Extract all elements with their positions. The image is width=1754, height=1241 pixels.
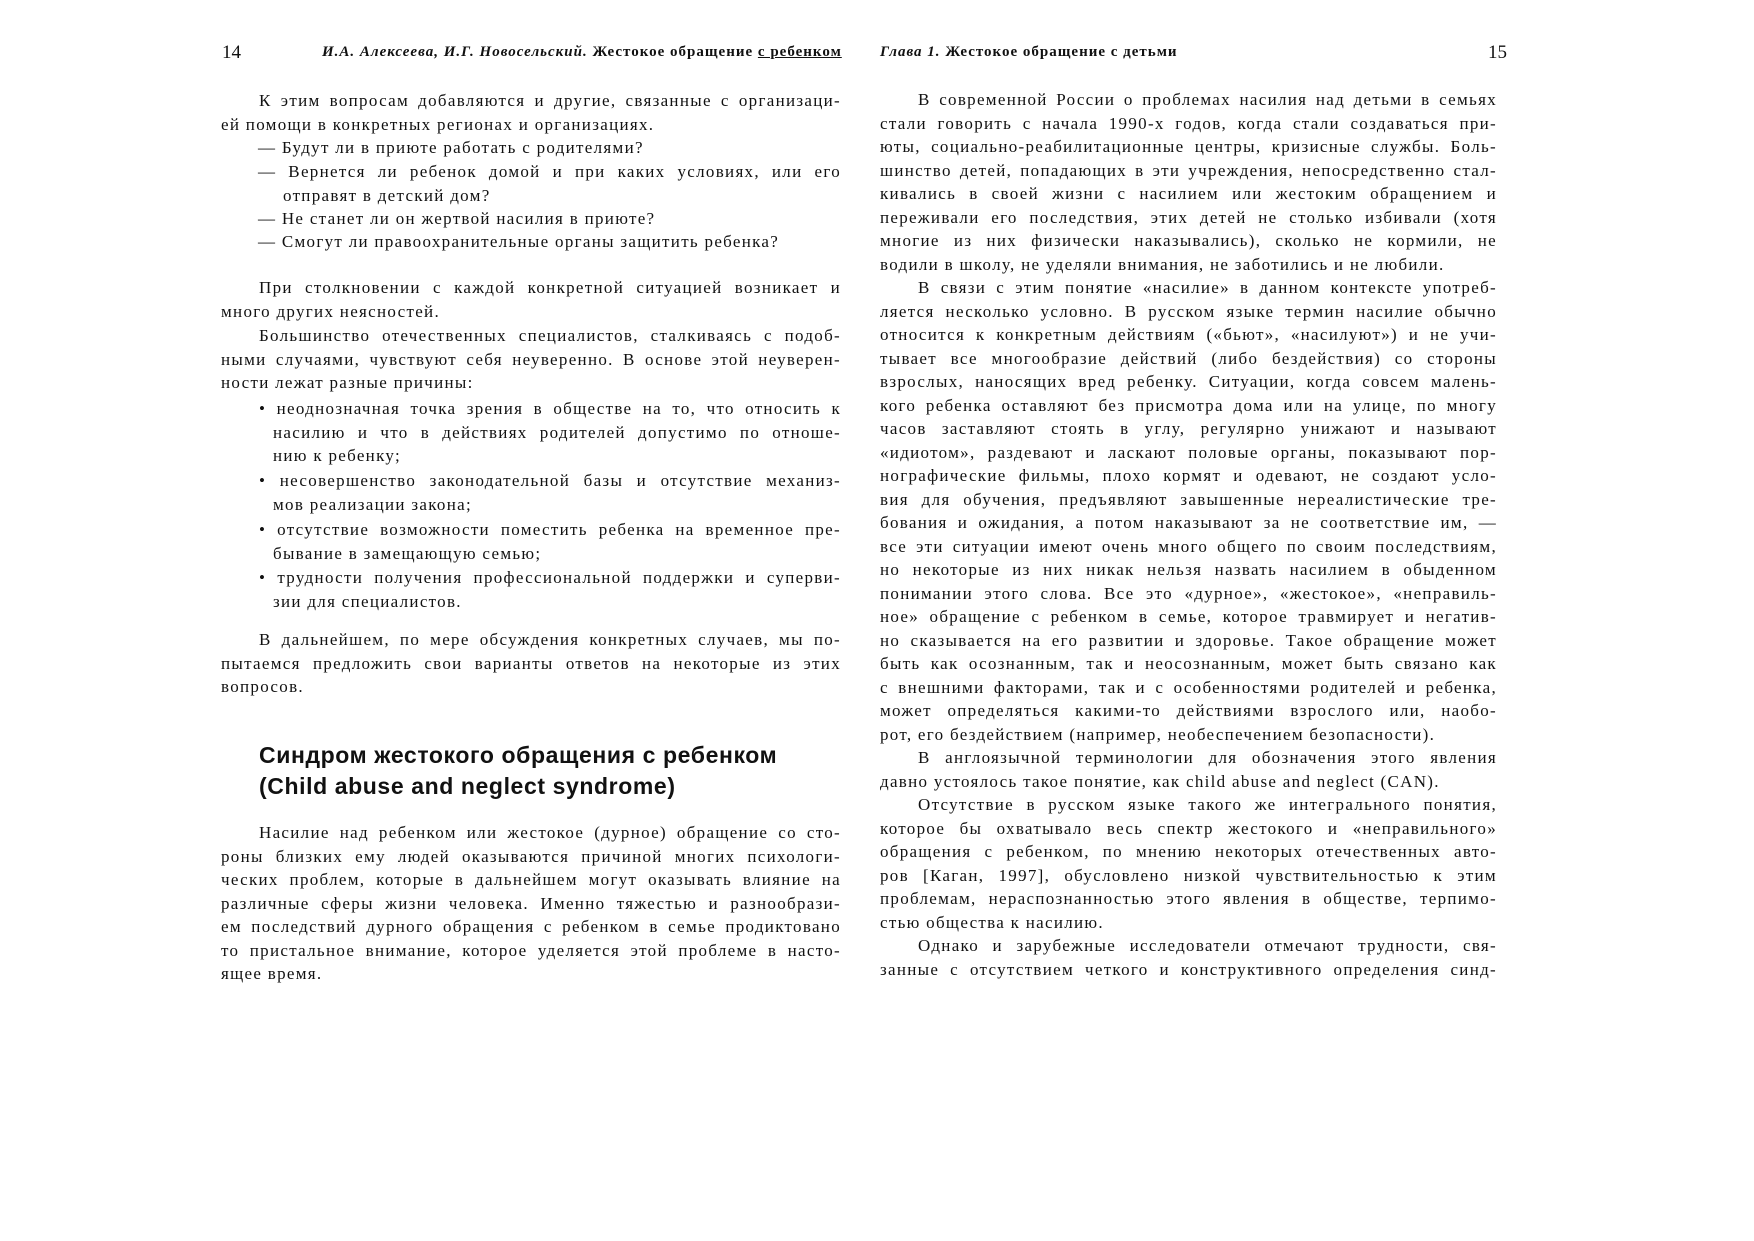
text-line: — Смогут ли правоохранительные органы защитить ребенка? [258, 232, 780, 251]
text-line: стью общества к насилию. [880, 912, 1104, 932]
text-line: часов заставляют стоять в углу, регулярно унижают и называют [880, 419, 1497, 438]
text-line: относится к конкретным действиям («бьют», «насилуют») и не учи- [880, 325, 1497, 344]
text-line: многие из них физически наказывались), сколько не кормили, не [880, 231, 1497, 250]
paragraph [880, 746, 1497, 793]
text-line: ное» обращение с ребенком в семье, которое травмирует и негатив- [880, 607, 1497, 626]
text-line: переживали его последствия, этих детей не столько избивали (хотя [880, 207, 1497, 227]
running-head-title: Жестокое обращение [592, 44, 754, 60]
paragraph [880, 276, 1497, 746]
question-item [221, 160, 841, 207]
text-line: — Будут ли в приюте работать с родителями? [258, 138, 644, 157]
text-line: • трудности получения профессиональной поддержки и суперви- [259, 568, 841, 587]
right-page [877, 0, 1754, 1241]
text-line: Отсутствие в русском языке такого же интегрального понятия, [918, 795, 1497, 814]
text-line: В связи с этим понятие «насилие» в данном контексте употреб- [918, 278, 1497, 297]
text-line: • отсутствие возможности поместить ребенка на временное пре- [259, 520, 841, 539]
text-line: понимании этого слова. Все это «дурное», «жестокое», «неправиль- [880, 583, 1497, 603]
text-line: вия для обучения, предъявляют завышенные нереалистические тре- [880, 489, 1497, 509]
text-line: ров [Каган, 1997], обусловлено низкой чувствительностью к этим [880, 865, 1497, 885]
running-head-authors: И.А. Алексеева, И.Г. Новосельский. [322, 44, 588, 60]
paragraph [221, 89, 841, 136]
text-line: занные с отсутствием четкого и конструктивного определения синд- [880, 959, 1497, 979]
page-number: 14 [222, 42, 241, 63]
bullet-item [221, 397, 841, 468]
text-line: «идиотом», раздевают и ласкают половые органы, показывают пор- [880, 442, 1497, 462]
text-line: юты, социально-реабилитационные центры, кризисные службы. Боль- [880, 137, 1497, 156]
text-line: водили в школу, не уделяли внимания, не заботились и не любили. [880, 254, 1445, 274]
text-line: • несовершенство законодательной базы и отсутствие механиз- [259, 471, 841, 490]
text-line: то пристальное внимание, которое уделяется этой проблеме в насто- [221, 940, 841, 960]
text-line: обращения с ребенком, по мнению некоторых отечественных авто- [880, 842, 1497, 861]
running-head-title: Жестокое обращение с детьми [945, 44, 1178, 60]
page-number: 15 [1488, 42, 1507, 63]
text-line: нографические фильмы, плохо кормят и одевают, не создают усло- [880, 466, 1497, 485]
text-line: но сказывается на его развитии и здоровье. Такое обращение может [880, 630, 1497, 650]
question-item [221, 136, 841, 160]
paragraph [221, 324, 841, 395]
bullet-item [221, 469, 841, 516]
text-line: все эти ситуации имеют очень много общего по своим последствиям, [880, 536, 1497, 556]
question-item [221, 230, 841, 254]
text-line: ности лежат разные причины: [221, 373, 474, 392]
text-line: При столкновении с каждой конкретной ситуацией возникает и [259, 278, 841, 297]
text-line: может определяться какими-то действиями взрослого или, наобо- [880, 701, 1497, 720]
text-line: но некоторые из них никак нельзя назвать насилием в обыденном [880, 560, 1497, 579]
text-line: нию к ребенку; [273, 446, 401, 465]
paragraph [221, 628, 841, 699]
text-line: Однако и зарубежные исследователи отмечают трудности, свя- [918, 936, 1497, 955]
text-line: зии для специалистов. [273, 591, 462, 611]
paragraph [221, 821, 841, 986]
running-head [322, 44, 842, 61]
text-line: ем последствий дурного обращения с ребенком в семье продиктовано [221, 917, 841, 936]
paragraph [880, 88, 1497, 276]
text-line: проблемам, нераспознанностью этого явления в обществе, терпимо- [880, 889, 1497, 908]
text-line: которое бы охватывало весь спектр жестокого и «неправильного» [880, 818, 1497, 838]
text-line: бывание в замещающую семью; [273, 543, 542, 563]
text-line: ными случаями, чувствуют себя неуверенно. В основе этой неуверен- [221, 349, 841, 369]
text-line: вопросов. [221, 677, 304, 696]
text-line: Большинство отечественных специалистов, сталкиваясь с подоб- [259, 326, 841, 345]
running-head [880, 44, 1178, 61]
bullet-item [221, 566, 841, 613]
text-line: роны близких ему людей оказываются причиной многих психологи- [221, 846, 841, 866]
running-head-underlined: с ребенком [757, 44, 842, 60]
text-line: ей помощи в конкретных регионах и организациях. [221, 114, 655, 134]
running-head-chapter: Глава 1. [880, 44, 941, 60]
text-line: различные сферы жизни человека. Именно тяжестью и разнообрази- [221, 893, 841, 913]
text-line: К этим вопросам добавляются и другие, связанные с организаци- [259, 91, 841, 110]
question-item [221, 207, 841, 231]
text-line: В англоязычной терминологии для обозначения этого явления [918, 748, 1497, 767]
text-line: кого ребенка оставляют без присмотра дома или на улице, по многу [880, 395, 1497, 415]
text-line: с внешними факторами, так и с особенностями родителей и ребенка, [880, 677, 1497, 697]
text-line: тывает все многообразие действий (либо бездействия) со стороны [880, 348, 1497, 368]
text-line: ческих проблем, которые в дальнейшем могут оказывать влияние на [221, 870, 841, 889]
text-line: ящее время. [221, 964, 323, 983]
paragraph [880, 934, 1497, 981]
text-line: рот, его бездействием (например, необеспечением безопасности). [880, 724, 1436, 744]
text-line: В дальнейшем, по мере обсуждения конкретных случаев, мы по- [259, 630, 841, 649]
text-line: мов реализации закона; [273, 494, 472, 514]
text-line: взрослых, наносящих вред ребенку. Ситуации, когда совсем малень- [880, 372, 1497, 391]
text-line: Синдром жестокого обращения с ребенком [259, 742, 778, 768]
text-line: Насилие над ребенком или жестокое (дурное) обращение со сто- [259, 823, 841, 842]
text-line: насилию и что в действиях родителей допустимо по отноше- [273, 422, 841, 442]
text-line: бования и ожидания, а потом наказывают за не соответствие им, — [880, 513, 1497, 532]
text-line: ляется несколько условно. В русском языке термин насилие обычно [880, 301, 1497, 321]
text-line: шинство детей, попадающих в эти учреждения, непосредственно стал- [880, 160, 1497, 180]
text-line: пытаемся предложить свои варианты ответов на некоторые из этих [221, 653, 841, 673]
text-line: отправят в детский дом? [283, 185, 491, 205]
text-line: быть как осознанным, так и неосознанным, может быть связано как [880, 654, 1497, 673]
text-line: много других неясностей. [221, 301, 440, 321]
text-line: • неоднозначная точка зрения в обществе на то, что относить к [259, 399, 841, 418]
text-line: кивались в своей жизни с насилием или жестоким обращением и [880, 184, 1497, 203]
paragraph [221, 276, 841, 323]
text-line: — Вернется ли ребенок домой и при каких условиях, или его [258, 162, 841, 181]
text-line: стали говорить с начала 1990-х годов, когда стали создаваться при- [880, 113, 1497, 133]
section-heading [221, 740, 841, 802]
paragraph [880, 793, 1497, 934]
bullet-item [221, 518, 841, 565]
text-line: давно устоялось такое понятие, как child abuse and neglect (CAN). [880, 771, 1440, 791]
text-line: В современной России о проблемах насилия над детьми в семьях [918, 90, 1497, 109]
text-line: (Child abuse and neglect syndrome) [259, 773, 676, 799]
text-line: — Не станет ли он жертвой насилия в приюте? [258, 209, 656, 228]
